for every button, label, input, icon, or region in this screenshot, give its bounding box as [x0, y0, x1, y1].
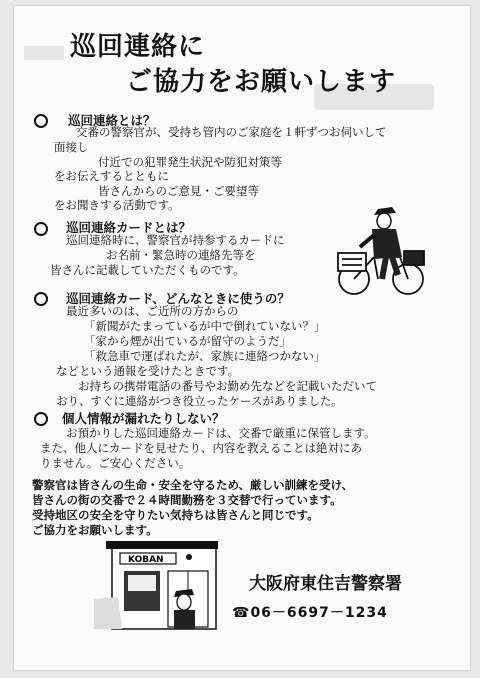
section-heading: 巡回連絡カードとは？ — [66, 220, 192, 235]
circle-bullet-icon — [34, 114, 48, 128]
circle-bullet-icon — [34, 412, 48, 426]
section-text: 「新聞がたまっているが中で倒れていない？」 — [84, 319, 326, 333]
section-text: などという通報を受けたときです。 — [56, 364, 240, 378]
section-heading: 個人情報が漏れたりしない？ — [62, 411, 225, 426]
section-text: 「救急車で運ばれたが、家族に連絡つかない」 — [84, 349, 326, 363]
section-text: お持ちの携帯電話の番号やお勤め先などを記載いただいて — [78, 379, 377, 393]
section-text: 皆さんに記載していただくものです。 — [50, 263, 245, 277]
police-officer-bicycle-illustration — [334, 199, 428, 297]
section-text: お預かりした巡回連絡カードは、交番で厳重に保管します。 — [66, 426, 376, 440]
section-text: りません。ご安心ください。 — [40, 456, 191, 470]
closing-text: 受持地区の安全を守りたい気持ちは皆さんと同じです。 — [32, 508, 319, 522]
section-text: 巡回連絡時に、警察官が持参するカードに — [66, 233, 285, 247]
section-text: おり、すぐに連絡がつき役立ったケースがありました。 — [56, 394, 343, 408]
section-text: 面接し — [54, 140, 89, 154]
section-text: をお伝えするとともに — [54, 169, 169, 183]
phone-number: ☎06－6697－1234 — [232, 605, 388, 621]
section-text: 「家から煙が出ているが留守のようだ」 — [84, 334, 291, 348]
title-line-2: ご協力をお願いします — [126, 67, 397, 97]
section-heading: 巡回連絡とは？ — [68, 113, 156, 128]
koban-sign-text: KOBAN — [128, 555, 164, 565]
circle-bullet-icon — [34, 222, 48, 236]
section-text: 最近多いのは、ご近所の方からの — [66, 304, 239, 318]
section-text: 皆さんからのご意見・ご要望等 — [98, 184, 259, 198]
section-text: をお聞きする活動です。 — [54, 198, 180, 212]
flyer-page — [14, 6, 470, 670]
show-through-mark — [24, 46, 64, 60]
closing-text: 皆さんの街の交番で２４時間勤務を３交替で行っています。 — [32, 493, 342, 507]
circle-bullet-icon — [34, 292, 48, 306]
section-heading: 巡回連絡カード、どんなときに使うの？ — [66, 291, 290, 306]
section-text: また、他人にカードを見せたり、内容を教えることは絶対にあ — [40, 441, 362, 455]
section-text: 交番の警察官が、受持ち管内のご家庭を１軒ずつお伺いして — [76, 125, 387, 139]
closing-text: 警察官は皆さんの生命・安全を守るため、厳しい訓練を受け、 — [32, 478, 354, 492]
section-text: 付近での犯罪発生状況や防犯対策等 — [98, 155, 282, 169]
koban-police-box-illustration — [94, 539, 218, 631]
organization-name: 大阪府東住吉警察署 — [249, 574, 402, 594]
closing-text: ご協力をお願いします。 — [32, 523, 158, 537]
section-text: お名前・緊急時の連絡先等を — [106, 248, 256, 262]
title-line-1: 巡回連絡に — [70, 32, 206, 62]
